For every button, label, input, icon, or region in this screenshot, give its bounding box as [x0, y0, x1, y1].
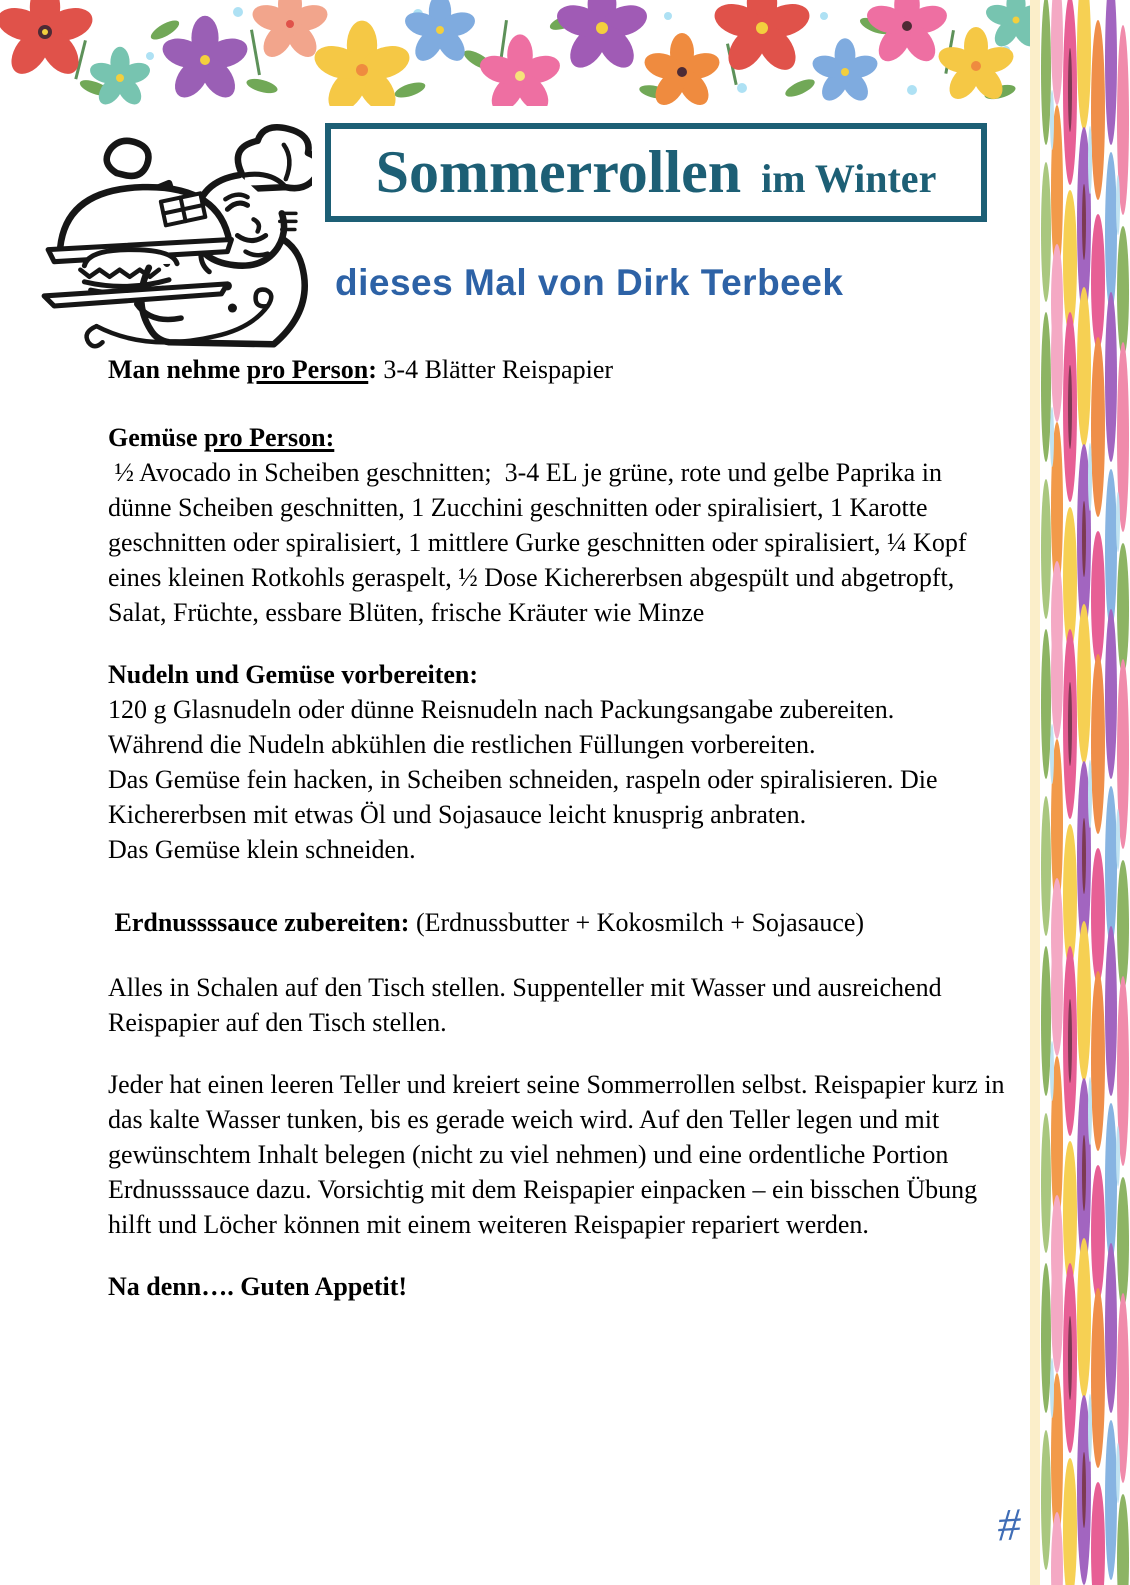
closing-line: Na denn…. Guten Appetit!	[108, 1272, 408, 1301]
peanut-sauce-rest: (Erdnussbutter + Kokosmilch + Sojasauce)	[409, 908, 865, 937]
intro-underlined: pro Person	[246, 355, 369, 384]
noodles-line: Das Gemüse klein schneiden.	[108, 835, 416, 864]
intro-colon: :	[368, 355, 377, 384]
page-title-suffix: im Winter	[761, 156, 937, 201]
assembly-paragraph: Jeder hat einen leeren Teller und kreiert seine Sommerrollen selbst. Reispapier kurz in das kalte Wasser tunken, bis es gerade weich wird. Auf den Teller legen und mit gewünschtem Inhalt belegen (nicht zu viel nehmen) und eine ordentliche Portion Erdnusssauce dazu. Vorsichtig mit dem Reispapier einpacken – ein bisschen Übung hilft und Löcher können mit einem weiteren Reispapier repariert werden.	[108, 1070, 1012, 1239]
intro-line	[108, 352, 1008, 387]
noodles-heading: Nudeln und Gemüse vorbereiten:	[108, 660, 479, 689]
peanut-sauce-heading: Erdnussssauce zubereiten:	[108, 908, 410, 937]
floral-top-border-icon	[0, 0, 1032, 106]
page-title: Sommerrollen	[375, 139, 742, 205]
vegetables-heading: Gemüse pro Person:	[108, 423, 335, 452]
vegetables-paragraph: ½ Avocado in Scheiben geschnitten; 3-4 EL je grüne, rote und gelbe Paprika in dünne Scheiben geschnitten, 1 Zucchini geschnitten oder spiralisiert, 1 Karotte geschnitten oder spiralisiert, 1 mittlere Gurke geschnitten oder spiralisiert, ¼ Kopf eines kleinen Rotkohls geraspelt, ½ Dose Kichererbsen abgespült und abgetropft, Salat, Früchte, essbare Blüten, frische Kräuter wie Minze	[108, 458, 973, 627]
title-box	[325, 123, 987, 222]
chef-icon	[30, 116, 312, 354]
table-setup-paragraph: Alles in Schalen auf den Tisch stellen. Suppenteller mit Wasser und ausreichend Reispapier auf den Tisch stellen.	[108, 973, 949, 1037]
noodles-line: Das Gemüse fein hacken, in Scheiben schneiden, raspeln oder spiralisieren. Die Kichererbsen mit etwas Öl und Sojasauce leicht knusprig anbraten.	[108, 765, 945, 829]
page-mark: #	[995, 1498, 1024, 1551]
ikat-right-border-icon	[1030, 0, 1130, 1585]
noodles-line: Während die Nudeln abkühlen die restlichen Füllungen vorbereiten.	[108, 730, 816, 759]
peanut-sauce-line	[108, 905, 1008, 940]
recipe-body	[108, 352, 1012, 1304]
intro-bold: Man nehme	[108, 355, 247, 384]
noodles-line: 120 g Glasnudeln oder dünne Reisnudeln nach Packungsangabe zubereiten.	[108, 695, 895, 724]
subtitle: dieses Mal von Dirk Terbeek	[335, 262, 844, 303]
intro-rest: 3-4 Blätter Reispapier	[376, 355, 614, 384]
